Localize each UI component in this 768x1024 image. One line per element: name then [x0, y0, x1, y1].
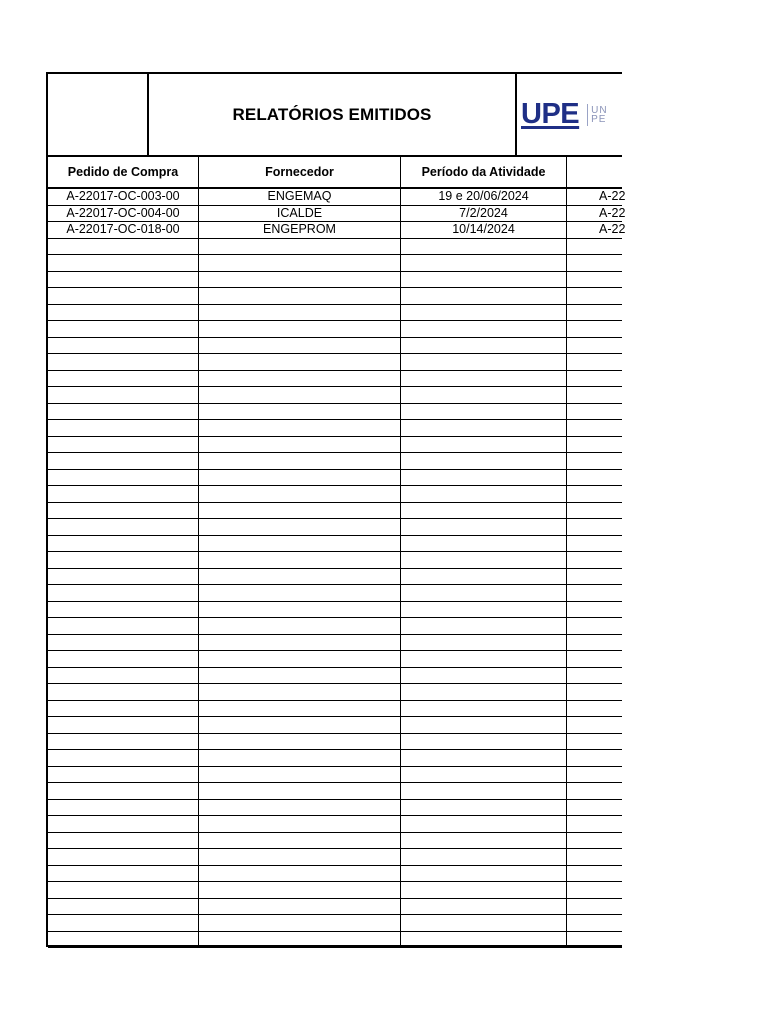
- table-cell: A-22: [599, 205, 626, 220]
- table-row: [48, 338, 622, 355]
- upe-logo: [517, 74, 622, 155]
- table-row: [48, 816, 622, 833]
- table-row: [48, 321, 622, 338]
- table-row: [48, 569, 622, 586]
- table-cell: 7/2/2024: [459, 205, 508, 220]
- table-row: [48, 288, 622, 305]
- table-row: [48, 503, 622, 520]
- table-row: [48, 272, 622, 289]
- report-title: RELATÓRIOS EMITIDOS: [232, 104, 432, 124]
- table-cell: A-22: [599, 222, 626, 236]
- logo-subtitle: [591, 106, 607, 124]
- table-row: [48, 585, 622, 602]
- table-row: [48, 734, 622, 751]
- table-row: [48, 915, 622, 932]
- table-row: [48, 189, 626, 206]
- table-row: [48, 602, 622, 619]
- table-cell: A-22: [599, 189, 626, 203]
- table-row: [48, 536, 622, 553]
- table-row: [48, 701, 622, 718]
- logo-text: UPE: [521, 98, 580, 130]
- table-row: [48, 453, 622, 470]
- table-row: [48, 849, 622, 866]
- column-header-extra: [567, 157, 622, 187]
- table-row: [48, 767, 622, 784]
- table-row: [48, 255, 622, 272]
- table-row: [48, 651, 622, 668]
- table-row: [48, 437, 622, 454]
- table-cell: 10/14/2024: [452, 222, 515, 236]
- table-row: [48, 717, 622, 734]
- column-header-fornecedor: Fornecedor: [265, 165, 334, 179]
- table-row: [48, 684, 622, 701]
- table-row: [48, 882, 622, 899]
- table-row: [48, 552, 622, 569]
- table-cell: ENGEPROM: [263, 222, 336, 236]
- table-row: [48, 866, 622, 883]
- table-row: [48, 305, 622, 322]
- table-row: [48, 750, 622, 767]
- table-row: [48, 668, 622, 685]
- spreadsheet-sheet: [46, 72, 626, 947]
- table-cell: A-22017-OC-003-00: [66, 189, 180, 203]
- table-row: [48, 205, 626, 223]
- table-cell: A-22017-OC-018-00: [66, 222, 180, 236]
- table-row: [48, 800, 622, 817]
- column-header-periodo: Período da Atividade: [421, 165, 546, 179]
- table-row: [48, 618, 622, 635]
- table-row: [48, 239, 622, 256]
- table-row: [48, 420, 622, 437]
- table-row: [48, 899, 622, 916]
- table-cell: A-22017-OC-004-00: [66, 205, 180, 220]
- table-row: [48, 222, 626, 239]
- table-row: [48, 354, 622, 371]
- logo-subtitle-line: PE: [591, 113, 607, 125]
- table-row: [48, 783, 622, 800]
- table-row: [48, 404, 622, 421]
- table-row: [48, 519, 622, 536]
- column-header-pedido: Pedido de Compra: [67, 165, 179, 179]
- table-cell: ENGEMAQ: [267, 189, 332, 203]
- table-row: [48, 635, 622, 652]
- table-row: [48, 470, 622, 487]
- table-row: [48, 387, 622, 404]
- table-row: [48, 833, 622, 850]
- table-row: [48, 371, 622, 388]
- table-cell: ICALDE: [276, 205, 323, 220]
- logo-subtitle-line: UN: [591, 104, 608, 116]
- logo-divider: [587, 104, 588, 126]
- table-cell: 19 e 20/06/2024: [438, 189, 529, 203]
- table-row: [48, 486, 622, 503]
- table-row: [48, 932, 622, 949]
